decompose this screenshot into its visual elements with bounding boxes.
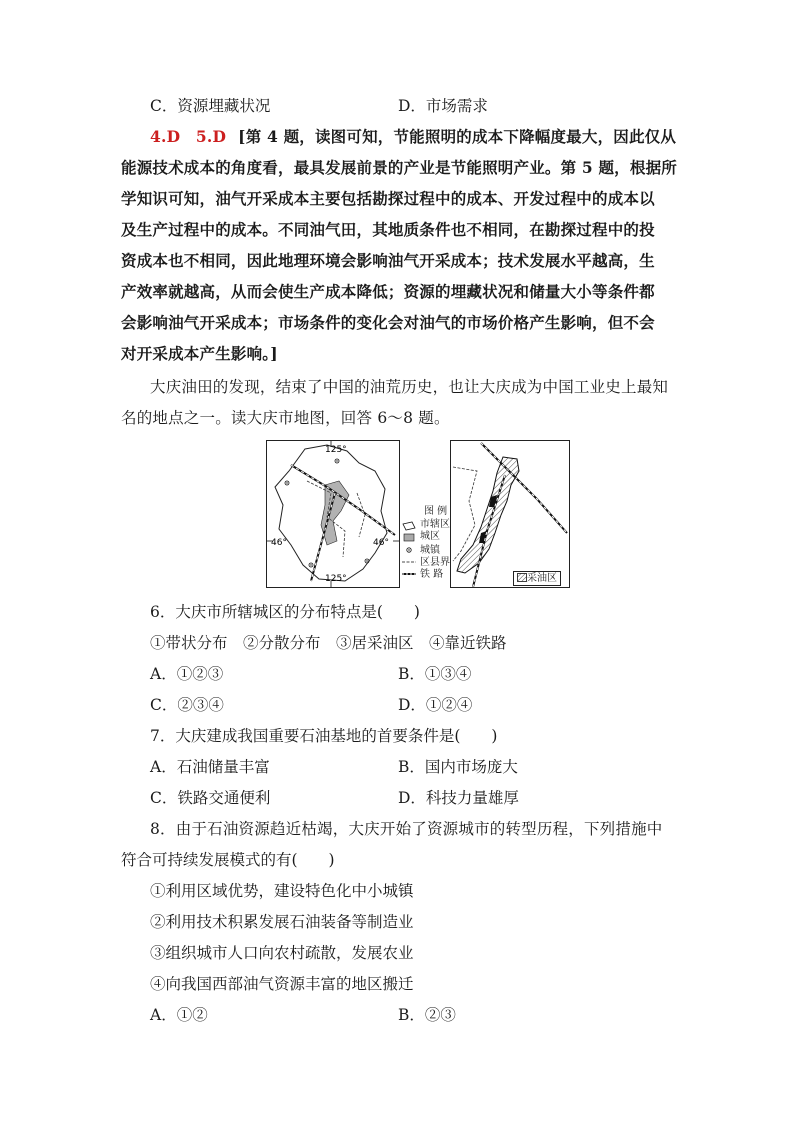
q3-option-c: C．资源埋藏状况	[150, 97, 271, 115]
q6-statements: ①带状分布 ②分散分布 ③居采油区 ④靠近铁路	[150, 634, 507, 652]
oilfield-map-svg	[451, 441, 569, 587]
legend-item-5: 铁 路	[420, 569, 444, 580]
oil-extraction-area	[457, 457, 519, 573]
city-map-panel	[266, 440, 400, 588]
district-boundary-2	[357, 493, 365, 537]
answer-line-5: 资成本也不相同，因此地理环境会影响油气开采成本；技术发展水平越高，生	[121, 251, 655, 270]
legend-item-2: 城区	[420, 531, 440, 542]
q8-statement-2: ②利用技术积累发展石油装备等制造业	[150, 913, 414, 931]
legend-title: 图 例	[424, 506, 448, 517]
q7-option-c: C．铁路交通便利	[150, 789, 271, 807]
city-map-svg	[267, 441, 399, 587]
lat-label-right: 46°	[373, 538, 389, 548]
q6-option-b: B．①③④	[398, 665, 472, 683]
q7-option-d: D．科技力量雄厚	[398, 789, 519, 807]
answer-line-7: 会影响油气开采成本；市场条件的变化会对油气的市场价格产生影响，但不会	[121, 313, 655, 332]
q7-option-a: A．石油储量丰富	[150, 758, 270, 776]
intro-line-2: 名的地点之一。读大庆市地图，回答 6～8 题。	[121, 409, 450, 427]
lon-label-top: 125°	[325, 445, 347, 455]
q8-option-a: A．①②	[150, 1006, 208, 1024]
q7-option-b: B．国内市场庞大	[398, 758, 518, 776]
q6-option-c: C．②③④	[150, 696, 224, 714]
answer-line-1	[150, 126, 676, 148]
urban-symbol-icon	[404, 534, 414, 541]
oil-area-legend-label: 采油区	[527, 573, 557, 584]
legend-item-3: 城镇	[420, 545, 440, 556]
q8-option-b: B．②③	[398, 1006, 456, 1024]
q8-statement-3: ③组织城市人口向农村疏散，发展农业	[150, 944, 414, 962]
lon-label-bottom: 125°	[325, 574, 347, 584]
q8-statement-4: ④向我国西部油气资源丰富的地区搬迁	[150, 975, 414, 993]
district-symbol-icon	[403, 522, 415, 530]
answer-line-8: 对开采成本产生影响。]	[121, 344, 278, 363]
intro-line-1: 大庆油田的发现，结束了中国的油荒历史，也让大庆成为中国工业史上最知	[150, 378, 669, 396]
oil-area-legend	[513, 571, 561, 586]
answer-keys: 4.D 5.D	[150, 127, 227, 146]
answer-line-2: 能源技术成本的角度看，最具发展前景的产业是节能照明产业。第 5 题，根据所	[121, 158, 677, 177]
q6-option-d: D．①②④	[398, 696, 473, 714]
q6-stem: 6．大庆市所辖城区的分布特点是( )	[150, 603, 420, 621]
q8-statement-1: ①利用区域优势，建设特色化中小城镇	[150, 882, 414, 900]
q8-stem-line-2: 符合可持续发展模式的有( )	[121, 851, 335, 869]
legend-item-1: 市辖区	[420, 519, 450, 530]
answer-line-6: 产效率就越高，从而会使生产成本降低；资源的埋藏状况和储量大小等条件都	[121, 282, 655, 301]
answer-text-1: [第 4 题，读图可知，节能照明的成本下降幅度最大，因此仅从	[238, 127, 677, 146]
q3-option-d: D．市场需求	[398, 97, 488, 115]
lat-label-left: 46°	[271, 538, 287, 548]
legend-item-4: 区县界	[420, 557, 450, 568]
q7-stem: 7．大庆建成我国重要石油基地的首要条件是( )	[150, 727, 498, 745]
answer-line-3: 学知识可知，油气开采成本主要包括勘探过程中的成本、开发过程中的成本以	[121, 189, 655, 208]
oil-area-hatch-icon	[517, 573, 527, 582]
q6-option-a: A．①②③	[150, 665, 224, 683]
legend-symbols	[400, 520, 420, 580]
oilfield-map-panel	[450, 440, 570, 588]
q8-stem-line-1: 8．由于石油资源趋近枯竭，大庆开始了资源城市的转型历程，下列措施中	[150, 820, 663, 838]
answer-line-4: 及生产过程中的成本。不同油气田，其地质条件也不相同，在勘探过程中的投	[121, 220, 655, 239]
